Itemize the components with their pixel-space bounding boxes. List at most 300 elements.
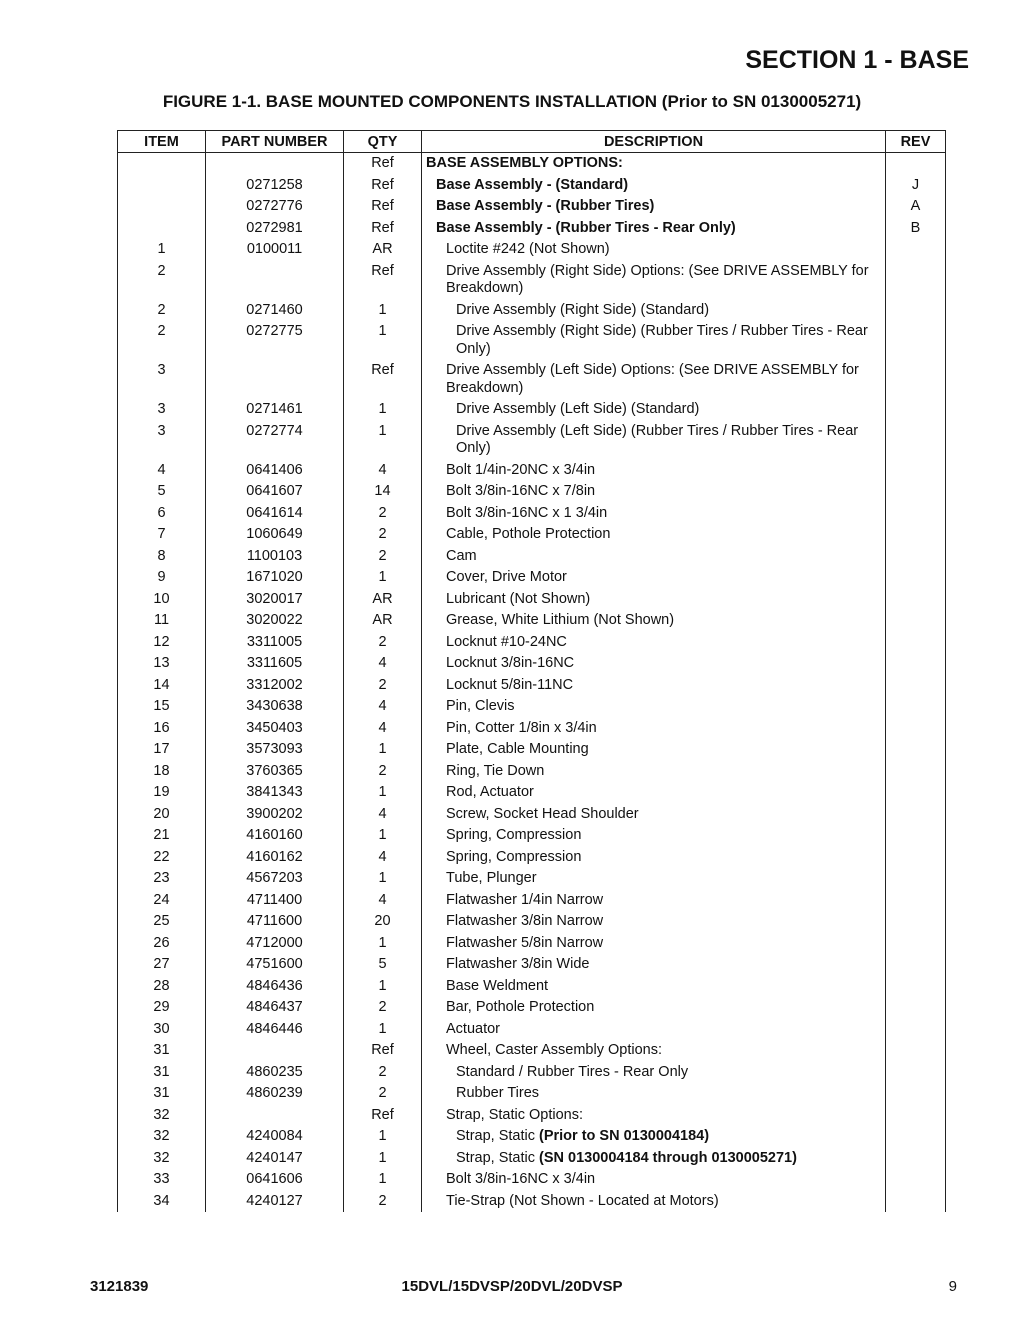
description-cell	[422, 825, 886, 847]
qty-cell: 2	[344, 1083, 422, 1105]
rev-cell	[886, 300, 946, 322]
description-text: Cover, Drive Motor	[446, 569, 567, 585]
table-row	[118, 261, 946, 300]
rev-cell	[886, 481, 946, 503]
table-row	[118, 360, 946, 399]
item-cell: 33	[118, 1169, 206, 1191]
table-row	[118, 761, 946, 783]
qty-cell: Ref	[344, 261, 422, 300]
description-cell	[422, 399, 886, 421]
footer-models: 15DVL/15DVSP/20DVL/20DVSP	[401, 1278, 623, 1295]
column-header-description: DESCRIPTION	[422, 131, 886, 153]
qty-cell: Ref	[344, 196, 422, 218]
item-cell: 28	[118, 976, 206, 998]
table-row	[118, 825, 946, 847]
description-cell	[422, 761, 886, 783]
qty-cell: 4	[344, 460, 422, 482]
item-cell: 5	[118, 481, 206, 503]
rev-cell: B	[886, 218, 946, 240]
description-cell	[422, 175, 886, 197]
part-number-cell: 3900202	[206, 804, 344, 826]
part-number-cell: 4860239	[206, 1083, 344, 1105]
rev-cell	[886, 718, 946, 740]
item-cell: 32	[118, 1105, 206, 1127]
table-row	[118, 804, 946, 826]
part-number-cell: 4846446	[206, 1019, 344, 1041]
qty-cell: Ref	[344, 1105, 422, 1127]
part-number-cell: 4751600	[206, 954, 344, 976]
description-text: Tube, Plunger	[446, 870, 537, 886]
table-row	[118, 218, 946, 240]
description-text: Bar, Pothole Protection	[446, 999, 595, 1015]
qty-cell: 5	[344, 954, 422, 976]
table-row	[118, 739, 946, 761]
table-row	[118, 911, 946, 933]
description-cell	[422, 321, 886, 360]
rev-cell	[886, 1019, 946, 1041]
qty-cell: 1	[344, 976, 422, 998]
description-text: Drive Assembly (Left Side) (Rubber Tires / Rubber Tires - Rear Only)	[456, 422, 859, 456]
footer-doc-number: 3121839	[90, 1278, 149, 1295]
item-cell: 13	[118, 653, 206, 675]
item-cell: 27	[118, 954, 206, 976]
part-number-cell: 4240084	[206, 1126, 344, 1148]
description-cell	[422, 481, 886, 503]
part-number-cell: 3573093	[206, 739, 344, 761]
qty-cell: 2	[344, 524, 422, 546]
item-cell: 1	[118, 239, 206, 261]
qty-cell: 1	[344, 1019, 422, 1041]
table-row	[118, 153, 946, 175]
parts-table	[117, 130, 946, 1212]
table-row	[118, 1019, 946, 1041]
rev-cell	[886, 911, 946, 933]
column-header-part-number: PART NUMBER	[206, 131, 344, 153]
description-text: Bolt 3/8in-16NC x 3/4in	[446, 1171, 596, 1187]
description-cell	[422, 868, 886, 890]
description-cell	[422, 954, 886, 976]
description-text: Base Assembly - (Rubber Tires)	[436, 198, 655, 214]
table-row	[118, 321, 946, 360]
column-header-item: ITEM	[118, 131, 206, 153]
description-cell	[422, 675, 886, 697]
item-cell: 25	[118, 911, 206, 933]
part-number-cell: 3311005	[206, 632, 344, 654]
rev-cell	[886, 976, 946, 998]
qty-cell: 4	[344, 847, 422, 869]
description-cell	[422, 718, 886, 740]
rev-cell	[886, 360, 946, 399]
qty-cell: 1	[344, 421, 422, 460]
rev-cell: A	[886, 196, 946, 218]
item-cell: 4	[118, 460, 206, 482]
table-row	[118, 1148, 946, 1170]
qty-cell: AR	[344, 239, 422, 261]
item-cell: 12	[118, 632, 206, 654]
item-cell	[118, 175, 206, 197]
rev-cell	[886, 421, 946, 460]
part-number-cell: 4711400	[206, 890, 344, 912]
item-cell: 32	[118, 1126, 206, 1148]
part-number-cell: 0100011	[206, 239, 344, 261]
description-text: Drive Assembly (Right Side) Options: (See DRIVE ASSEMBLY for Breakdown)	[446, 262, 869, 296]
qty-cell: 1	[344, 1169, 422, 1191]
rev-cell	[886, 567, 946, 589]
item-cell: 2	[118, 300, 206, 322]
part-number-cell	[206, 360, 344, 399]
description-cell	[422, 933, 886, 955]
part-number-cell	[206, 153, 344, 175]
table-row	[118, 954, 946, 976]
table-row	[118, 718, 946, 740]
part-number-cell	[206, 1105, 344, 1127]
table-row	[118, 997, 946, 1019]
qty-cell: 1	[344, 399, 422, 421]
description-text: Locknut 5/8in-11NC	[446, 676, 574, 693]
rev-cell	[886, 954, 946, 976]
description-text: Strap, Static	[456, 1128, 540, 1144]
item-cell: 7	[118, 524, 206, 546]
rev-cell	[886, 589, 946, 611]
description-text: Cable, Pothole Protection	[446, 526, 611, 542]
table-row	[118, 610, 946, 632]
description-cell	[422, 1148, 886, 1170]
description-cell	[422, 239, 886, 261]
item-cell: 6	[118, 503, 206, 525]
table-row	[118, 1126, 946, 1148]
item-cell: 15	[118, 696, 206, 718]
table-row	[118, 976, 946, 998]
description-text: Standard / Rubber Tires - Rear Only	[456, 1063, 689, 1080]
rev-cell	[886, 997, 946, 1019]
part-number-cell: 4711600	[206, 911, 344, 933]
part-number-cell: 3020022	[206, 610, 344, 632]
item-cell: 23	[118, 868, 206, 890]
rev-cell	[886, 696, 946, 718]
qty-cell: 2	[344, 632, 422, 654]
rev-cell	[886, 804, 946, 826]
description-cell	[422, 1126, 886, 1148]
qty-cell: 1	[344, 782, 422, 804]
qty-cell: 1	[344, 933, 422, 955]
item-cell: 2	[118, 321, 206, 360]
description-text: Screw, Socket Head Shoulder	[446, 805, 639, 822]
description-cell	[422, 804, 886, 826]
item-cell: 16	[118, 718, 206, 740]
description-text: Flatwasher 3/8in Narrow	[446, 913, 604, 929]
column-header-rev: REV	[886, 131, 946, 153]
description-text: Flatwasher 5/8in Narrow	[446, 934, 604, 951]
description-text: Flatwasher 3/8in Wide	[446, 956, 590, 972]
description-cell	[422, 1105, 886, 1127]
description-cell	[422, 1169, 886, 1191]
table-row	[118, 933, 946, 955]
rev-cell	[886, 261, 946, 300]
description-cell	[422, 1083, 886, 1105]
table-row	[118, 524, 946, 546]
description-text: Lubricant (Not Shown)	[446, 590, 591, 607]
part-number-cell: 4846436	[206, 976, 344, 998]
qty-cell: 14	[344, 481, 422, 503]
description-text: Rubber Tires	[456, 1085, 540, 1101]
part-number-cell: 4160160	[206, 825, 344, 847]
qty-cell: 2	[344, 675, 422, 697]
rev-cell	[886, 524, 946, 546]
table-row	[118, 1040, 946, 1062]
part-number-cell: 1100103	[206, 546, 344, 568]
rev-cell	[886, 1105, 946, 1127]
rev-cell	[886, 847, 946, 869]
item-cell: 22	[118, 847, 206, 869]
description-text: Rod, Actuator	[446, 784, 534, 800]
description-text: Strap, Static	[456, 1149, 540, 1166]
part-number-cell: 4160162	[206, 847, 344, 869]
description-text: Grease, White Lithium (Not Shown)	[446, 612, 675, 628]
part-number-cell: 4567203	[206, 868, 344, 890]
qty-cell: 1	[344, 1148, 422, 1170]
rev-cell	[886, 632, 946, 654]
table-row	[118, 847, 946, 869]
part-number-cell	[206, 261, 344, 300]
table-row	[118, 503, 946, 525]
item-cell: 2	[118, 261, 206, 300]
table-row	[118, 1191, 946, 1213]
part-number-cell: 0641406	[206, 460, 344, 482]
part-number-cell: 0641607	[206, 481, 344, 503]
description-cell	[422, 782, 886, 804]
qty-cell: 2	[344, 1191, 422, 1213]
description-cell	[422, 911, 886, 933]
item-cell: 8	[118, 546, 206, 568]
description-text: Strap, Static Options:	[446, 1106, 584, 1123]
qty-cell: 1	[344, 321, 422, 360]
item-cell: 17	[118, 739, 206, 761]
rev-cell	[886, 1083, 946, 1105]
rev-cell	[886, 610, 946, 632]
description-cell	[422, 653, 886, 675]
qty-cell: 2	[344, 503, 422, 525]
item-cell	[118, 196, 206, 218]
item-cell: 20	[118, 804, 206, 826]
description-cell	[422, 153, 886, 175]
qty-cell: 2	[344, 1062, 422, 1084]
part-number-cell: 3760365	[206, 761, 344, 783]
qty-cell: Ref	[344, 218, 422, 240]
description-text: Locknut #10-24NC	[446, 633, 567, 650]
item-cell: 26	[118, 933, 206, 955]
description-cell	[422, 196, 886, 218]
item-cell: 3	[118, 421, 206, 460]
table-row	[118, 175, 946, 197]
qty-cell: 1	[344, 300, 422, 322]
part-number-cell: 0272981	[206, 218, 344, 240]
part-number-cell: 3311605	[206, 653, 344, 675]
part-number-cell: 4712000	[206, 933, 344, 955]
rev-cell: J	[886, 175, 946, 197]
part-number-cell: 0271460	[206, 300, 344, 322]
table-row	[118, 890, 946, 912]
rev-cell	[886, 1062, 946, 1084]
table-row	[118, 1083, 946, 1105]
footer-page-number: 9	[948, 1278, 957, 1295]
description-cell	[422, 997, 886, 1019]
description-text: Wheel, Caster Assembly Options:	[446, 1042, 662, 1058]
description-text: Ring, Tie Down	[446, 762, 545, 779]
description-text: Base Assembly - (Standard)	[436, 176, 629, 193]
table-row	[118, 868, 946, 890]
part-number-cell: 3841343	[206, 782, 344, 804]
description-text: Bolt 1/4in-20NC x 3/4in	[446, 461, 596, 478]
description-cell	[422, 847, 886, 869]
rev-cell	[886, 153, 946, 175]
item-cell: 31	[118, 1040, 206, 1062]
qty-cell: 2	[344, 546, 422, 568]
qty-cell: Ref	[344, 360, 422, 399]
description-text: Bolt 3/8in-16NC x 7/8in	[446, 483, 596, 499]
description-cell	[422, 739, 886, 761]
description-cell	[422, 300, 886, 322]
description-cell	[422, 976, 886, 998]
part-number-cell: 3430638	[206, 696, 344, 718]
part-number-cell: 3020017	[206, 589, 344, 611]
qty-cell: AR	[344, 589, 422, 611]
description-cell	[422, 460, 886, 482]
description-text: Locknut 3/8in-16NC	[446, 655, 575, 671]
description-cell	[422, 1019, 886, 1041]
rev-cell	[886, 321, 946, 360]
part-number-cell: 0272775	[206, 321, 344, 360]
qty-cell: Ref	[344, 175, 422, 197]
description-text: Loctite #242 (Not Shown)	[446, 241, 610, 257]
qty-cell: Ref	[344, 153, 422, 175]
rev-cell	[886, 460, 946, 482]
column-header-qty: QTY	[344, 131, 422, 153]
qty-cell: 4	[344, 804, 422, 826]
table-row	[118, 782, 946, 804]
part-number-cell: 1671020	[206, 567, 344, 589]
part-number-cell: 0271461	[206, 399, 344, 421]
qty-cell: 1	[344, 1126, 422, 1148]
description-text: Base Weldment	[446, 977, 549, 994]
description-cell	[422, 503, 886, 525]
description-text: Spring, Compression	[446, 848, 582, 865]
item-cell: 14	[118, 675, 206, 697]
qty-cell: 20	[344, 911, 422, 933]
description-text: Spring, Compression	[446, 827, 582, 843]
item-cell: 31	[118, 1083, 206, 1105]
rev-cell	[886, 825, 946, 847]
table-row	[118, 1062, 946, 1084]
part-number-cell: 4846437	[206, 997, 344, 1019]
description-cell	[422, 1191, 886, 1213]
qty-cell: AR	[344, 610, 422, 632]
part-number-cell: 3450403	[206, 718, 344, 740]
qty-cell: 1	[344, 739, 422, 761]
description-text: Bolt 3/8in-16NC x 1 3/4in	[446, 504, 608, 521]
item-cell	[118, 218, 206, 240]
item-cell: 3	[118, 360, 206, 399]
qty-cell: 2	[344, 761, 422, 783]
rev-cell	[886, 1191, 946, 1213]
item-cell: 29	[118, 997, 206, 1019]
part-number-cell: 3312002	[206, 675, 344, 697]
qty-cell: 2	[344, 997, 422, 1019]
rev-cell	[886, 782, 946, 804]
description-text: Drive Assembly (Left Side) (Standard)	[456, 401, 700, 417]
rev-cell	[886, 761, 946, 783]
qty-cell: 4	[344, 890, 422, 912]
table-row	[118, 399, 946, 421]
table-row	[118, 481, 946, 503]
part-number-cell: 0272774	[206, 421, 344, 460]
description-cell	[422, 218, 886, 240]
rev-cell	[886, 239, 946, 261]
parts-table-body	[118, 153, 946, 1213]
qty-cell: 1	[344, 868, 422, 890]
part-number-cell: 0641614	[206, 503, 344, 525]
description-text: Actuator	[446, 1020, 500, 1037]
description-cell	[422, 546, 886, 568]
rev-cell	[886, 1126, 946, 1148]
part-number-cell: 0272776	[206, 196, 344, 218]
description-text: Drive Assembly (Right Side) (Rubber Tires / Rubber Tires - Rear Only)	[456, 323, 868, 357]
description-cell	[422, 632, 886, 654]
qty-cell: 4	[344, 718, 422, 740]
figure-title: FIGURE 1-1. BASE MOUNTED COMPONENTS INSTALLATION (Prior to SN 0130005271)	[162, 92, 862, 111]
rev-cell	[886, 653, 946, 675]
item-cell: 30	[118, 1019, 206, 1041]
rev-cell	[886, 675, 946, 697]
item-cell: 9	[118, 567, 206, 589]
table-row	[118, 196, 946, 218]
rev-cell	[886, 1040, 946, 1062]
qty-cell: 1	[344, 567, 422, 589]
rev-cell	[886, 399, 946, 421]
table-header-row	[118, 131, 946, 153]
part-number-cell: 0271258	[206, 175, 344, 197]
rev-cell	[886, 1169, 946, 1191]
rev-cell	[886, 503, 946, 525]
description-cell	[422, 1040, 886, 1062]
part-number-cell: 4240147	[206, 1148, 344, 1170]
table-row	[118, 460, 946, 482]
description-cell	[422, 589, 886, 611]
rev-cell	[886, 1148, 946, 1170]
description-cell	[422, 1062, 886, 1084]
rev-cell	[886, 890, 946, 912]
item-cell: 21	[118, 825, 206, 847]
part-number-cell: 4860235	[206, 1062, 344, 1084]
description-text: Drive Assembly (Left Side) Options: (See DRIVE ASSEMBLY for Breakdown)	[446, 362, 859, 396]
item-cell: 3	[118, 399, 206, 421]
item-cell: 32	[118, 1148, 206, 1170]
qty-cell: 4	[344, 696, 422, 718]
table-row	[118, 421, 946, 460]
item-cell: 31	[118, 1062, 206, 1084]
description-text: BASE ASSEMBLY OPTIONS:	[426, 155, 623, 171]
rev-cell	[886, 933, 946, 955]
item-cell: 34	[118, 1191, 206, 1213]
table-row	[118, 546, 946, 568]
part-number-cell: 1060649	[206, 524, 344, 546]
description-text: Flatwasher 1/4in Narrow	[446, 891, 604, 908]
description-cell	[422, 890, 886, 912]
description-text: Pin, Cotter 1/8in x 3/4in	[446, 719, 597, 736]
description-text: Base Assembly - (Rubber Tires - Rear Only)	[436, 219, 736, 236]
table-row	[118, 300, 946, 322]
description-cell	[422, 360, 886, 399]
rev-cell	[886, 546, 946, 568]
